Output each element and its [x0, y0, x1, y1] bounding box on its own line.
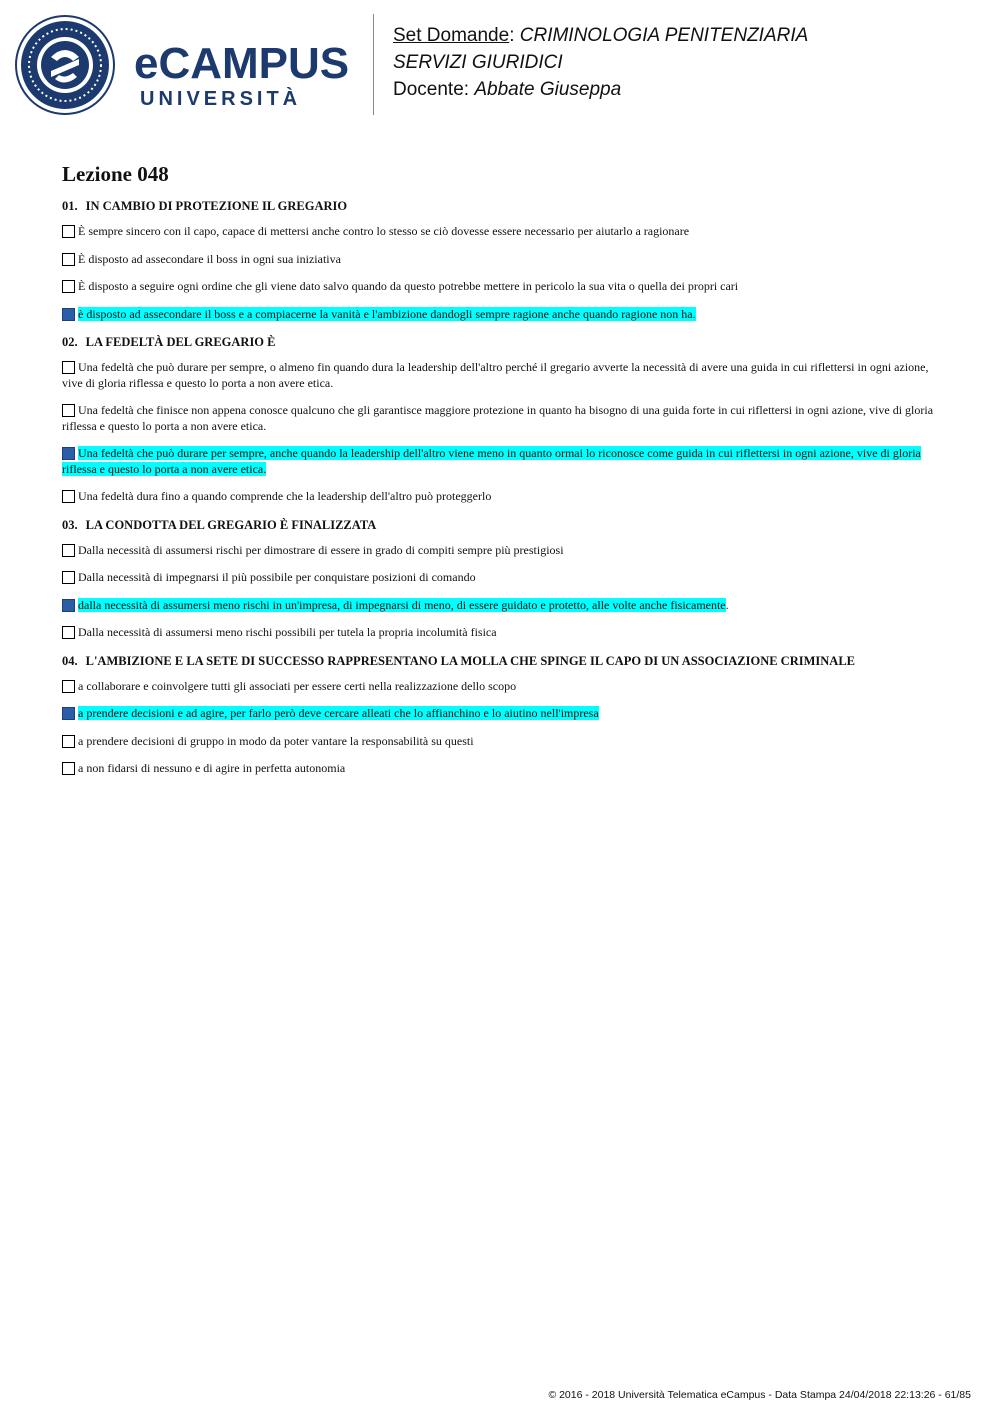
set-colon: : — [509, 25, 520, 46]
checkbox-checked-icon[interactable] — [62, 308, 75, 321]
answer-text: Dalla necessità di impegnarsi il più possibile per conquistare posizioni di comando — [78, 570, 476, 584]
checkbox-icon[interactable] — [62, 280, 75, 293]
answer-option-correct — [62, 307, 940, 323]
answer-option — [62, 252, 940, 268]
question-number: 02. — [62, 335, 78, 349]
lesson-title: Lezione 048 — [62, 162, 169, 186]
answer-option — [62, 761, 940, 777]
checkbox-checked-icon[interactable] — [62, 707, 75, 720]
answer-option — [62, 625, 940, 641]
teacher-line: Docente: Abbate Giuseppa — [393, 79, 622, 100]
page-header — [0, 0, 1000, 130]
question-title — [62, 198, 940, 214]
teacher-name: Abbate Giuseppa — [474, 79, 622, 100]
answer-text: Una fedeltà che può durare per sempre, anche quando la leadership dell'altro viene meno in quanto ormai lo riconosce come guida in cui riflettersi in ogni azione, vive di gloria riflessa e questo lo porta a non avere etica. — [62, 446, 921, 476]
answer-text: È sempre sincero con il capo, capace di mettersi anche contro lo stesso se ciò dovesse essere necessario per aiutarlo a ragionare — [78, 224, 690, 238]
ecampus-logo — [134, 40, 354, 110]
ecampus-emblem-icon — [15, 15, 115, 115]
checkbox-icon[interactable] — [62, 626, 75, 639]
answer-option — [62, 734, 940, 750]
checkbox-icon[interactable] — [62, 490, 75, 503]
question-title — [62, 653, 940, 669]
checkbox-icon[interactable] — [62, 253, 75, 266]
answer-option — [62, 679, 940, 695]
answer-option — [62, 543, 940, 559]
question-block — [62, 198, 940, 322]
header-divider — [373, 14, 374, 115]
answer-option-correct — [62, 598, 940, 614]
question-block — [62, 334, 940, 505]
set-subtitle: SERVIZI GIURIDICI — [393, 52, 563, 73]
answer-text: Una fedeltà che può durare per sempre, o almeno fin quando dura la leadership dell'altro perché il gregario avverte la necessità di avere una guida in cui riflettersi in ogni azione, vive di gloria riflessa e questo lo porta a non avere etica. — [62, 360, 929, 390]
question-text: IN CAMBIO DI PROTEZIONE IL GREGARIO — [85, 199, 348, 213]
answer-text: Dalla necessità di assumersi meno rischi possibili per tutela la propria incolumità fisica — [78, 625, 497, 639]
logo-sub-text: UNIVERSITÀ — [140, 88, 302, 110]
set-label: Set Domande — [393, 25, 510, 46]
set-line — [393, 22, 953, 49]
answer-text: a collaborare e coinvolgere tutti gli associati per essere certi nella realizzazione dello scopo — [78, 678, 517, 693]
checkbox-icon[interactable] — [62, 680, 75, 693]
question-title — [62, 334, 940, 350]
question-text: LA CONDOTTA DEL GREGARIO È FINALIZZATA — [85, 517, 377, 532]
teacher-label: Docente — [393, 79, 464, 100]
answer-text: Una fedeltà dura fino a quando comprende che la leadership dell'altro può proteggerlo — [78, 489, 492, 503]
page-content — [62, 160, 940, 789]
answer-option — [62, 489, 940, 505]
answer-text: a prendere decisioni di gruppo in modo da poter vantare la responsabilità su questi — [78, 733, 474, 748]
question-list — [62, 198, 940, 777]
checkbox-icon[interactable] — [62, 735, 75, 748]
answer-text: È disposto ad assecondare il boss in ogni sua iniziativa — [78, 251, 341, 266]
answer-text: a non fidarsi di nessuno e di agire in perfetta autonomia — [78, 761, 346, 775]
answer-option-correct — [62, 706, 940, 722]
set-title: CRIMINOLOGIA PENITENZIARIA — [519, 25, 809, 46]
question-title — [62, 517, 940, 533]
question-block — [62, 653, 940, 777]
answer-option — [62, 403, 940, 434]
answer-text: è disposto ad assecondare il boss e a compiacerne la vanità e l'ambizione dandogli sempre ragione anche quando ragione non ha. — [78, 306, 696, 321]
question-block — [62, 517, 940, 641]
checkbox-icon[interactable] — [62, 762, 75, 775]
answer-text: dalla necessità di assumersi meno rischi in un'impresa, di impegnarsi di meno, di essere guidato e protetto, alle volte anche fisicamente — [78, 597, 726, 612]
checkbox-icon[interactable] — [62, 571, 75, 584]
question-text: L'AMBIZIONE E LA SETE DI SUCCESSO RAPPRESENTANO LA MOLLA CHE SPINGE IL CAPO DI UN ASSOCIAZIONE CRIMINALE — [85, 653, 855, 668]
checkbox-icon[interactable] — [62, 225, 75, 238]
checkbox-icon[interactable] — [62, 544, 75, 557]
question-number: 03. — [62, 517, 78, 532]
question-number: 01. — [62, 199, 78, 213]
answer-option — [62, 279, 940, 295]
header-info — [393, 22, 953, 103]
answer-text: È disposto a seguire ogni ordine che gli viene dato salvo quando da questo potrebbe mettere in pericolo la sua vita o quella dei propri cari — [78, 279, 739, 293]
answer-option — [62, 570, 940, 586]
answer-text: a prendere decisioni e ad agire, per farlo però deve cercare alleati che lo affianchino e lo aiutino nell'impresa — [78, 706, 599, 720]
answer-text: Dalla necessità di assumersi rischi per dimostrare di essere in grado di compiti sempre più prestigiosi — [78, 542, 564, 557]
question-number: 04. — [62, 653, 78, 668]
answer-option-correct — [62, 446, 940, 477]
answer-option — [62, 224, 940, 240]
checkbox-checked-icon[interactable] — [62, 599, 75, 612]
logo-main-text: eCAMPUS — [134, 39, 350, 88]
checkbox-icon[interactable] — [62, 361, 75, 374]
checkbox-icon[interactable] — [62, 404, 75, 417]
answer-text: Una fedeltà che finisce non appena conosce qualcuno che gli garantisce maggiore protezione in quanto ha bisogno di una guida forte in cui riflettersi in ogni azione, vive di gloria riflessa e questo lo porta a non avere etica. — [62, 403, 934, 433]
answer-suffix: . — [725, 597, 729, 612]
answer-option — [62, 360, 940, 391]
page-footer: © 2016 - 2018 Università Telematica eCampus - Data Stampa 24/04/2018 22:13:26 - 61/85 — [548, 1389, 971, 1401]
question-text: LA FEDELTÀ DEL GREGARIO È — [85, 335, 276, 349]
checkbox-checked-icon[interactable] — [62, 447, 75, 460]
